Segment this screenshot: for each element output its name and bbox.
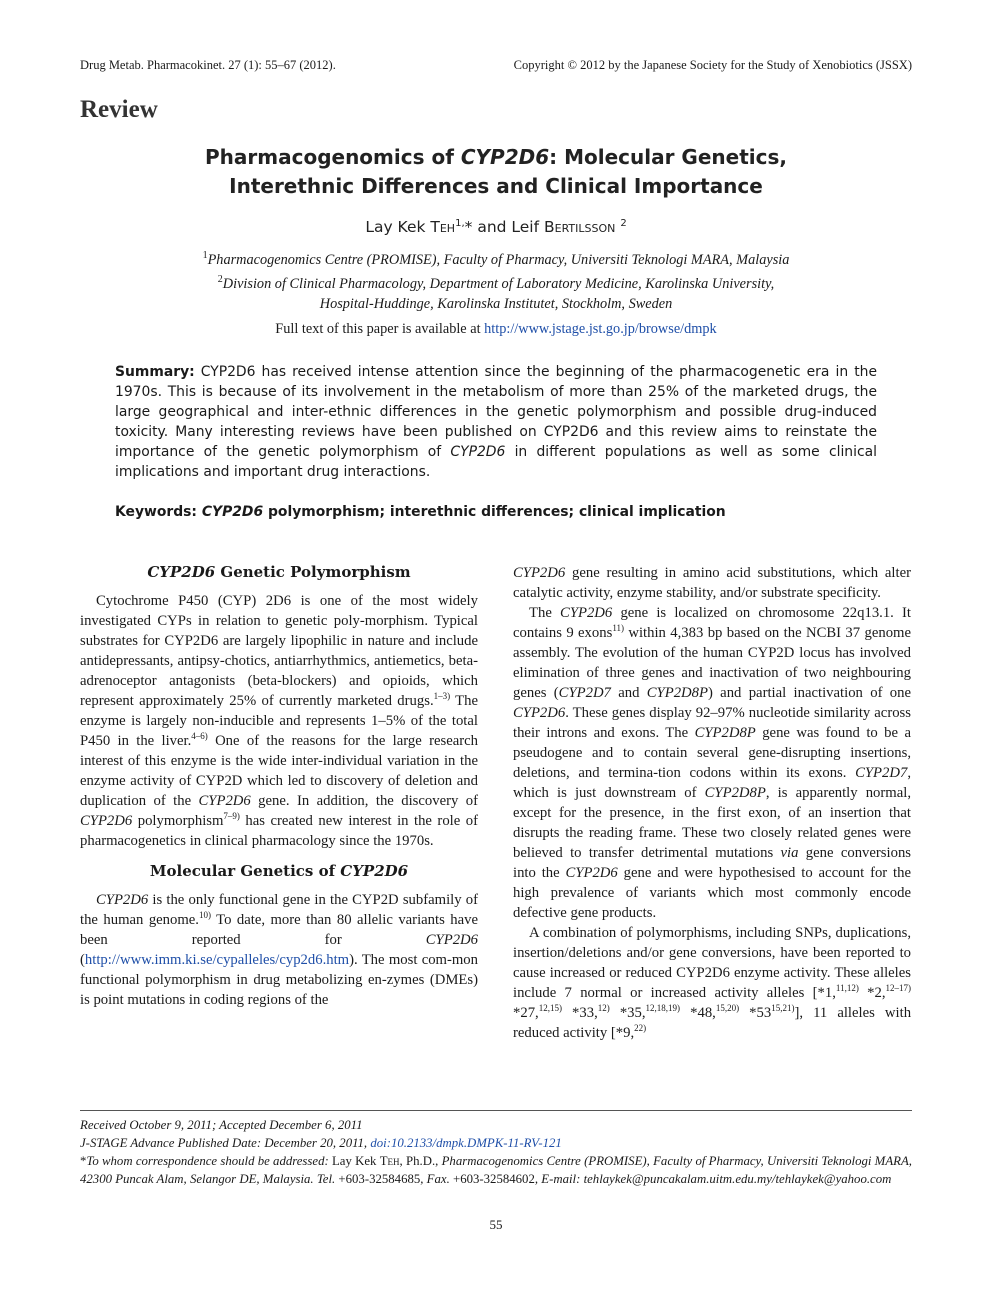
heading-genetic-polymorphism: CYP2D6 Genetic Polymorphism (147, 563, 411, 581)
paragraph: Cytochrome P450 (CYP) 2D6 is one of the most widely investigated CYPs in relation to genetic poly-morphism. Typical substrates for CYP2D6 are largely lipophilic in nature and include antidepressants, antipsy-chotics, antiarrhythmics, antiemetics, beta-adrenoceptor antagonists (beta-blockers) and opioids, which represent approximately 25% of currently marketed drugs.$^{1-3)}$ The enzyme is largely non-inducible and represents 1–5% of the total P450 in the liver.$^{4-6)}$ One of the reasons for the large research interest of this enzyme is the wide inter-individual variation in the enzyme activity of CYP2D which led to discovery of deletion and duplication of the CYP2D6 gene. In addition, the discovery of CYP2D6 polymorphism$^{7-9)}$ has created new interest in the role of pharmacogenetics in clinical pharmacology since the 1970s. (80, 593, 479, 849)
author-1-family: Teh (430, 218, 456, 237)
right-column (513, 563, 911, 1043)
correspondence: *To whom correspondence should be addressed: Lay Kek Teh, Ph.D., Pharmacogenomics Centre (PROMISE), Faculty of Pharmacy, Universiti Teknologi MARA, 42300 Puncak Alam, Selangor DE, Malaysia. Tel. +603-32584685, Fax. +603-32584602, E-mail: tehlaykek@puncakalam.uitm.edu.my/tehlaykek@yahoo.com (80, 1154, 912, 1186)
paragraph: CYP2D6 gene resulting in amino acid substitutions, which alter catalytic activity, enzyme stability, and/or substrate specificity. (513, 565, 911, 601)
doi-link[interactable]: doi:10.2133/dmpk.DMPK-11-RV-121 (370, 1136, 562, 1150)
fulltext-notice: Full text of this paper is available at http://www.jstage.jst.go.jp/browse/dmpk (275, 321, 717, 337)
received-dates: Received October 9, 2011; Accepted December 6, 2011 (80, 1118, 363, 1132)
author-2-family: Bertilsson (544, 218, 616, 237)
heading-molecular-genetics: Molecular Genetics of CYP2D6 (149, 862, 409, 880)
journal-reference: Drug Metab. Pharmacokinet. 27 (1): 55–67 (2012). (80, 58, 336, 72)
title-gene: CYP2D6 (460, 145, 550, 169)
cypalleles-link[interactable]: http://www.imm.ki.se/cypalleles/cyp2d6.htm (84, 952, 350, 968)
summary: Summary: CYP2D6 has received intense attention since the beginning of the pharmacogenetic era in the 1970s. This is because of its involvement in the metabolism of more than 25% of the marketed drugs, the large geographical and inter-ethnic differences in the genetic polymorphism and possible drug-induced toxicity. Many interesting reviews have been published on CYP2D6 and this review aims to reinstate the importance of the genetic polymorphism of CYP2D6 in different populations as well as some clinical implications and important drug interactions. (115, 364, 877, 480)
affiliations: $^1$Pharmacogenomics Centre (PROMISE), Faculty of Pharmacy, Universiti Teknologi MARA, Malaysia $^2$Division of Clinical Pharmacology, Department of Laboratory Medicine, Karolinska University, Hospital-Huddinge, Karolinska Institutet, Stockholm, Sweden (202, 250, 790, 312)
summary-label: Summary: (115, 364, 195, 380)
jstage-date: J-STAGE Advance Published Date: December 20, 2011, doi:10.2133/dmpk.DMPK-11-RV-121 (80, 1136, 562, 1150)
keywords: Keywords: CYP2D6 polymorphism; interethnic differences; clinical implication (115, 504, 726, 520)
paragraph: A combination of polymorphisms, including SNPs, duplications, insertion/deletions and/or gene conversions, have been reported to cause increased or reduced CYP2D6 enzyme activity. These alleles include 7 normal or increased activity alleles [*1,$^{11,12)}$ *2,$^{12-17)}$ *27,$^{12,15)}$ *33,$^{12)}$ *35,$^{12,18,19)}$ *48,$^{15,20)}$ *53$^{15,21)}$], 11 alleles with reduced activity [*9,$^{22)}$ (513, 925, 912, 1041)
footnotes (80, 1116, 912, 1188)
footnote-divider (80, 1110, 912, 1111)
copyright-notice: Copyright © 2012 by the Japanese Society for the Study of Xenobiotics (JSSX) (513, 58, 912, 72)
page-number: 55 (489, 1217, 503, 1232)
fulltext-link[interactable]: http://www.jstage.jst.go.jp/browse/dmpk (484, 321, 717, 337)
section-label: Review (80, 96, 158, 123)
article-title: Pharmacogenomics of CYP2D6: Molecular Genetics, Interethnic Differences and Clinical Importance (205, 145, 787, 198)
left-column (80, 562, 478, 1010)
paragraph: The CYP2D6 gene is localized on chromosome 22q13.1. It contains 9 exons$^{11)}$ within 4,383 bp based on the NCBI 37 genome assembly. The evolution of the human CYP2D locus has involved elimination of three genes and inactivation of two neighbouring genes (CYP2D7 and CYP2D8P) and partial inactivation of one CYP2D6. These genes display 92–97% nucleotide similarity across their introns and exons. The CYP2D8P gene was found to be a pseudogene and to contain several gene-disrupting insertions, deletions, and termina-tion codons within its exons. CYP2D7, which is just downstream of CYP2D8P, is apparently normal, except for the presence, in the first exon, of an insertion that disrupts the reading frame. These two closely related genes were believed to transfer detrimental mutations via gene conversions into the CYP2D6 gene and were hypothesised to account for the high prevalence of variants which most commonly encode defective gene products. (513, 605, 912, 921)
author-list: Lay Kek Teh$^{1,}$* and Leif Bertilsson $^2$ (365, 218, 627, 237)
paragraph: CYP2D6 is the only functional gene in the CYP2D subfamily of the human genome.$^{10)}$ To date, more than 80 allelic variants have been reported for CYP2D6 (http://www.imm.ki.se/cypalleles/cyp2d6.htm). The most com-mon functional polymorphism in drug metabolizing en-zymes (DMEs) is point mutations in coding regions of the (80, 892, 478, 1008)
